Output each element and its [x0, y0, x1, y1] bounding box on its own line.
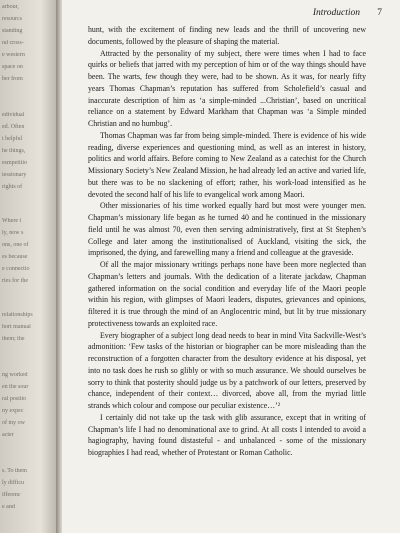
page-header	[62, 8, 400, 22]
book-page	[62, 0, 400, 533]
facing-page-fragment: he things,	[2, 148, 26, 154]
facing-page-fragment: ny expec	[2, 408, 24, 414]
facing-page-fragment: en the sour	[2, 384, 29, 390]
facing-page-fragment: rights of	[2, 184, 23, 190]
facing-page-fragment: ng worked	[2, 372, 28, 378]
facing-page-fragment: space on	[2, 64, 23, 70]
facing-page-fragment: ed. Often	[2, 124, 25, 130]
facing-page-fragment: them; the	[2, 336, 25, 342]
facing-page-fragment: resourcs	[2, 16, 22, 22]
facing-page-edge	[0, 0, 58, 533]
facing-page-fragment: acter	[2, 432, 14, 438]
facing-page-fragment: t helpful	[2, 136, 23, 142]
paragraph: Of all the major missionary writings perhaps none have been more neglected than Chapman’s letters and journals. With the dedication of a literate jackdaw, Chapman gathered information on the social condition and everyday life of the Maori people within his region, with glimpses of Maori leaders, disputes, grievances and opinions, filtered it is true through the mind of an Anglocentric mind, but lit by true missionary protectiveness towards an exploited race.	[88, 260, 366, 328]
facing-page-fragment: iessionary	[2, 172, 27, 178]
paragraph: I certainly did not take up the task with glib assurance, except that in writing of Chapman’s life I had no denominational axe to grind. At all costs I intended to avoid a hagiography, having found distasteful - and unbalanced - some of the missionary biographies I had read, whether of Protestant or Roman Catholic.	[88, 412, 366, 457]
facing-page-fragment: ons, one of	[2, 242, 29, 248]
facing-page-fragment: e connectio	[2, 266, 30, 272]
facing-page-fragment: of my ow	[2, 420, 25, 426]
facing-page-fragment: es because	[2, 254, 28, 260]
facing-page-fragment: standing	[2, 28, 23, 34]
paragraph: Every biographer of a subject long dead needs to bear in mind Vita Sackville-West’s admonition: ‘Few tasks of the historian or biographer can be more misleading than the reconstruction of a forgotten character from the desultory evidence at his disposal, yet into no task does he rush so glibly or with so much assurance. We should ourselves be sorry to think that posterity should judge us by a patchwork of our letters, preserved by chance, independent of their context… divorced, above all, from the myriad little strands which colour and compose our peculiar existence…’²	[88, 330, 366, 410]
running-head: Introduction	[312, 8, 360, 18]
body-text	[88, 24, 366, 459]
facing-page-fragment: ries for the	[2, 278, 28, 284]
paragraph: Attracted by the personality of my subject, there were times when I had to face quirks or beliefs that jarred with my perception of him or of the way things should have been. The warts, few though they were, had to be shown. As it was, for nearly fifty years Thomas Chapman’s reputation has suffered from Scholefield’s casual and inaccurate description of him as ‘a simple-minded ...Christian’, based on uncritical reliance on a statement by Edward Markham that Chapman was ‘a Simple minded Christian and no humbug’.	[88, 48, 366, 128]
facing-page-fragment: e and	[2, 504, 15, 510]
paragraph: Other missionaries of his time worked equally hard but most were younger men. Chapman’s missionary life began as he turned 40 and he continued in the missionary field until he was almost 70, even then serving administratively, first at St Stephen’s College and later among the institutionalised of Auckland, visiting the sick, the imprisoned, the dying, and farewelling many a friend and colleague at the graveside.	[88, 201, 366, 258]
paragraph: hunt, with the excitement of finding new leads and the thrill of uncovering new documents, followed by the pleasure of shaping the material.	[88, 25, 366, 46]
facing-page-fragment: edividual	[2, 112, 25, 118]
facing-page-fragment: ber from	[2, 76, 23, 82]
facing-page-fragment: relationships	[2, 312, 33, 318]
facing-page-fragment: esmpetitio	[2, 160, 27, 166]
facing-page-fragment: s. To them	[2, 468, 27, 474]
page-number: 7	[377, 8, 382, 18]
paragraph: Thomas Chapman was far from being simple-minded. There is evidence of his wide reading, diverse experiences and questioning mind, as well as an interest in history, politics and world affairs. Before coming to New Zealand as a catechist for the Church Missionary Society’s New Zealand Mission, he had already led an active and varied life, but there was to be no slackening of effort; rather, his work-load intensified as he devoted the second half of his life to evangelical work among Maori.	[88, 130, 366, 199]
facing-page-fragment: ifferenc	[2, 492, 21, 498]
facing-page-fragment: arbour,	[2, 4, 19, 10]
facing-page-fragment: ly difficu	[2, 480, 25, 486]
facing-page-fragment: ly, now s	[2, 230, 24, 236]
facing-page-fragment: nd cross-	[2, 40, 24, 46]
facing-page-fragment: ral positio	[2, 396, 27, 402]
facing-page-fragment: Where t	[2, 218, 22, 224]
facing-page-fragment: hort manual	[2, 324, 31, 330]
facing-page-fragment: e western	[2, 52, 25, 58]
